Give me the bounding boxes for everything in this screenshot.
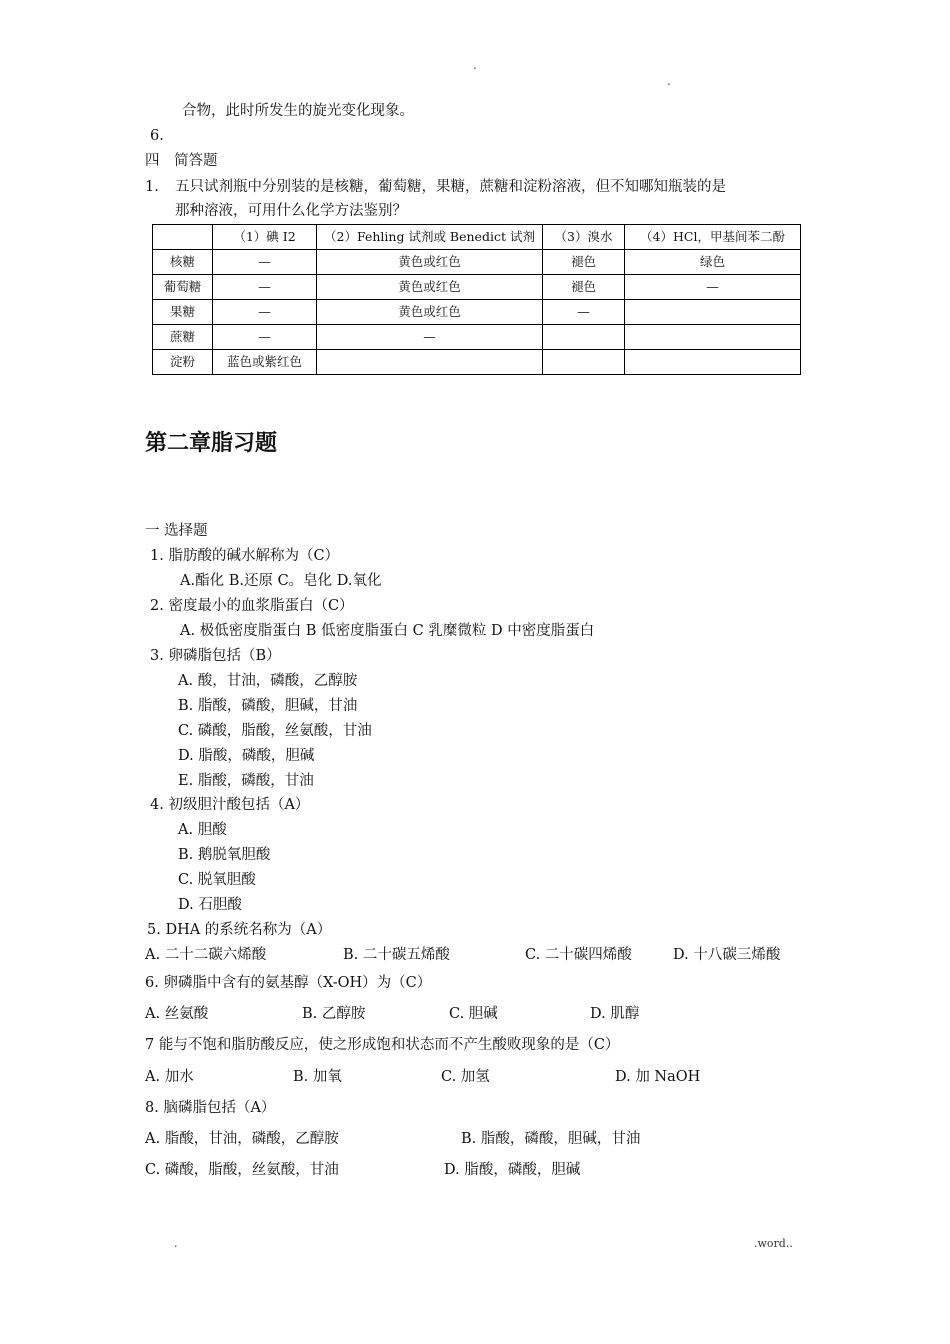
question-3-option-e: E. 脂酸，磷酸，甘油 bbox=[178, 773, 314, 789]
question-2-options: A. 极低密度脂蛋白 B 低密度脂蛋白 C 乳糜微粒 D 中密度脂蛋白 bbox=[180, 623, 595, 639]
question-8-option-d: D. 脂酸，磷酸，胆碱 bbox=[444, 1162, 581, 1178]
table-header-row bbox=[153, 225, 801, 250]
header-dot-1: . bbox=[473, 58, 477, 72]
question-4-option-b: B. 鹅脱氧胆酸 bbox=[178, 847, 271, 863]
table-cell: 淀粉 bbox=[153, 350, 213, 375]
question-8-option-b: B. 脂酸，磷酸，胆碱，甘油 bbox=[461, 1131, 641, 1147]
table-header-cell: （4）HCl，甲基间苯二酚 bbox=[625, 225, 801, 250]
table-cell: 黄色或红色 bbox=[317, 275, 543, 300]
table-cell: — bbox=[625, 275, 801, 300]
question-6-option-b: B. 乙醇胺 bbox=[302, 1006, 366, 1022]
question-text-line2: 那种溶液，可用什么化学方法鉴别？ bbox=[175, 203, 407, 219]
question-5-option-a: A. 二十二碳六烯酸 bbox=[145, 947, 267, 963]
table-cell bbox=[625, 350, 801, 375]
question-6-option-d: D. 肌醇 bbox=[590, 1006, 640, 1022]
question-1: 1. 脂肪酸的碱水解称为（C） bbox=[150, 548, 340, 564]
table-row bbox=[153, 300, 801, 325]
table-cell: 绿色 bbox=[625, 250, 801, 275]
table-cell: 褪色 bbox=[543, 275, 625, 300]
section-heading-4: 四 简答题 bbox=[145, 153, 218, 169]
table-cell: 核糖 bbox=[153, 250, 213, 275]
table-cell: — bbox=[213, 275, 317, 300]
table-cell: — bbox=[543, 300, 625, 325]
question-4-option-a: A. 胆酸 bbox=[178, 822, 227, 838]
question-6-option-a: A. 丝氨酸 bbox=[145, 1006, 209, 1022]
table-cell: — bbox=[213, 250, 317, 275]
table-header-cell bbox=[153, 225, 213, 250]
table-header-cell: （3）溴水 bbox=[543, 225, 625, 250]
question-6-option-c: C. 胆碱 bbox=[449, 1006, 498, 1022]
question-1-options: A.酯化 B.还原 C。皂化 D.氧化 bbox=[180, 573, 382, 589]
question-8-option-c: C. 磷酸，脂酸，丝氨酸，甘油 bbox=[145, 1162, 339, 1178]
identification-table bbox=[152, 224, 801, 375]
question-8-option-a: A. 脂酸，甘油，磷酸，乙醇胺 bbox=[145, 1131, 339, 1147]
table-cell: — bbox=[213, 325, 317, 350]
question-5-option-d: D. 十八碳三烯酸 bbox=[673, 947, 781, 963]
table-header-cell: （2）Fehling 试剂或 Benedict 试剂 bbox=[317, 225, 543, 250]
question-3-option-d: D. 脂酸，磷酸，胆碱 bbox=[178, 748, 315, 764]
question-4-option-c: C. 脱氧胆酸 bbox=[178, 872, 256, 888]
question-text-line1: 五只试剂瓶中分别装的是核糖，葡萄糖，果糖，蔗糖和淀粉溶液，但不知哪知瓶装的是 bbox=[175, 179, 726, 195]
table-cell: 蓝色或紫红色 bbox=[213, 350, 317, 375]
table-cell bbox=[625, 300, 801, 325]
table-cell: 蔗糖 bbox=[153, 325, 213, 350]
table-cell bbox=[625, 325, 801, 350]
question-3-option-a: A. 酸，甘油，磷酸，乙醇胺 bbox=[178, 673, 358, 689]
header-dot-2: . bbox=[667, 74, 671, 88]
table-cell: — bbox=[317, 325, 543, 350]
footer-left: . bbox=[174, 1237, 178, 1250]
question-2: 2. 密度最小的血浆脂蛋白（C） bbox=[150, 598, 354, 614]
question-5-option-c: C. 二十碳四烯酸 bbox=[525, 947, 632, 963]
table-cell bbox=[543, 325, 625, 350]
question-4-option-d: D. 石胆酸 bbox=[178, 897, 242, 913]
table-cell: 黄色或红色 bbox=[317, 300, 543, 325]
item-6: 6. bbox=[150, 128, 164, 144]
table-cell: 褪色 bbox=[543, 250, 625, 275]
table-row bbox=[153, 275, 801, 300]
question-7-option-d: D. 加 NaOH bbox=[615, 1069, 701, 1085]
table-row bbox=[153, 250, 801, 275]
table-cell bbox=[543, 350, 625, 375]
table-cell: 葡萄糖 bbox=[153, 275, 213, 300]
table-row bbox=[153, 325, 801, 350]
table-cell: 黄色或红色 bbox=[317, 250, 543, 275]
chapter-title: 第二章脂习题 bbox=[145, 431, 278, 456]
question-7-option-a: A. 加水 bbox=[145, 1069, 194, 1085]
question-7: 7 能与不饱和脂肪酸反应，使之形成饱和状态而不产生酸败现象的是（C） bbox=[145, 1037, 620, 1053]
table-row bbox=[153, 350, 801, 375]
question-3-option-b: B. 脂酸，磷酸，胆碱，甘油 bbox=[178, 698, 358, 714]
question-number: 1. bbox=[145, 179, 159, 195]
question-3-option-c: C. 磷酸，脂酸，丝氨酸，甘油 bbox=[178, 723, 372, 739]
question-8: 8. 脑磷脂包括（A） bbox=[145, 1100, 276, 1116]
intro-line: 合物，此时所发生的旋光变化现象。 bbox=[182, 103, 414, 119]
question-5-option-b: B. 二十碳五烯酸 bbox=[343, 947, 450, 963]
question-5: 5. DHA 的系统名称为（A） bbox=[147, 922, 332, 938]
question-7-option-b: B. 加氧 bbox=[293, 1069, 342, 1085]
table-cell: 果糖 bbox=[153, 300, 213, 325]
question-6: 6. 卵磷脂中含有的氨基醇（X-OH）为（C） bbox=[145, 975, 432, 991]
question-4: 4. 初级胆汁酸包括（A） bbox=[150, 797, 310, 813]
section-heading-1: 一 选择题 bbox=[145, 523, 208, 539]
question-3: 3. 卵磷脂包括（B） bbox=[150, 648, 281, 664]
table-cell bbox=[317, 350, 543, 375]
table-cell: — bbox=[213, 300, 317, 325]
question-7-option-c: C. 加氢 bbox=[441, 1069, 490, 1085]
table-header-cell: （1）碘 I2 bbox=[213, 225, 317, 250]
footer-right: .word.. bbox=[754, 1237, 793, 1250]
